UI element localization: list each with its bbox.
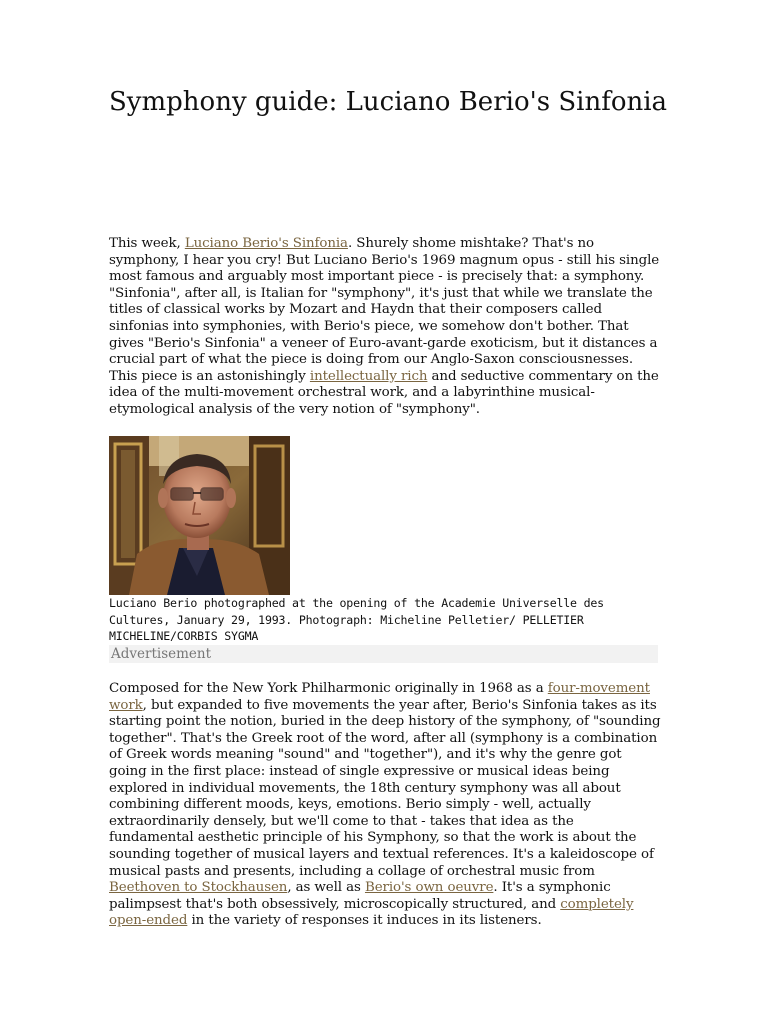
- article-paragraph-1: [109, 236, 661, 419]
- berio-photo: [109, 436, 290, 595]
- photo-caption: Luciano Berio photographed at the opening of the Academie Universelle des Cultures, January 29, 1993. Photograph: Micheline Pelletier/ PELLETIER MICHELINE/CORBIS SYGMA: [109, 596, 604, 644]
- text-run: , but expanded to five movements the year after, Berio's Sinfonia takes as its starting point the notion, buried in the deep history of the symphony, of "sounding together". That's the Greek root of the word, after all (symphony is a combination of Greek words meaning "sound" and "together"), and it's why the genre got going in the first place: instead of single expressive or musical ideas being explored in individual movements, the 18th century symphony was all about combining different moods, keys, emotions. Berio simply - well, actually extraordinarily densely, but we'll come to that - takes that idea as the fundamental aesthetic principle of his Symphony, so that the work is about the sounding together of musical layers and textual references. It's a kaleidoscope of musical pasts and presents, including a collage of orchestral music from: [109, 697, 661, 879]
- link-intellectually-rich[interactable]: intellectually rich: [309, 368, 428, 384]
- text-run: This week,: [109, 236, 185, 251]
- advertisement-label: Advertisement: [109, 645, 658, 663]
- link-four-movement-work[interactable]: four-movement work: [109, 681, 650, 713]
- article-paragraph-2: [109, 681, 661, 930]
- text-run: Composed for the New York Philharmonic originally in 1968 as a: [109, 681, 548, 696]
- text-run: , as well as: [287, 880, 365, 896]
- link-berio-sinfonia[interactable]: Luciano Berio's Sinfonia: [184, 236, 348, 251]
- article-title: Symphony guide: Luciano Berio's Sinfonia: [109, 87, 668, 117]
- text-run: . It's a symphonic palimpsest that's both obsessively, microscopically structured, and: [109, 880, 611, 912]
- text-run: and seductive commentary on the idea of the multi-movement orchestral work, and a labyrinthine musical-etymological analysis of the very notion of "symphony".: [109, 368, 659, 417]
- text-run: . Shurely shome mishtake? That's no symphony, I hear you cry! But Luciano Berio's 1969 magnum opus - still his single most famous and arguably most important piece - is precisely that: a symphony. "Sinfonia", after all, is Italian for "symphony", it's just that while we translate the titles of classical works by Mozart and Haydn that their composers called sinfonias into symphonies, with Berio's piece, we somehow don't bother. That gives "Berio's Sinfonia" a veneer of Euro-avant-garde exoticism, but it distances a crucial part of what the piece is doing from our Anglo-Saxon consciousnesses. This piece is an astonishingly: [109, 236, 660, 384]
- text-run: in the variety of responses it induces in its listeners.: [187, 913, 542, 929]
- link-berios-own-oeuvre[interactable]: Berio's own oeuvre: [364, 880, 494, 896]
- link-completely-open-ended[interactable]: completely open-ended: [109, 896, 634, 929]
- link-beethoven-to-stockhausen[interactable]: Beethoven to Stockhausen: [109, 880, 288, 896]
- berio-portrait-image: [109, 436, 290, 595]
